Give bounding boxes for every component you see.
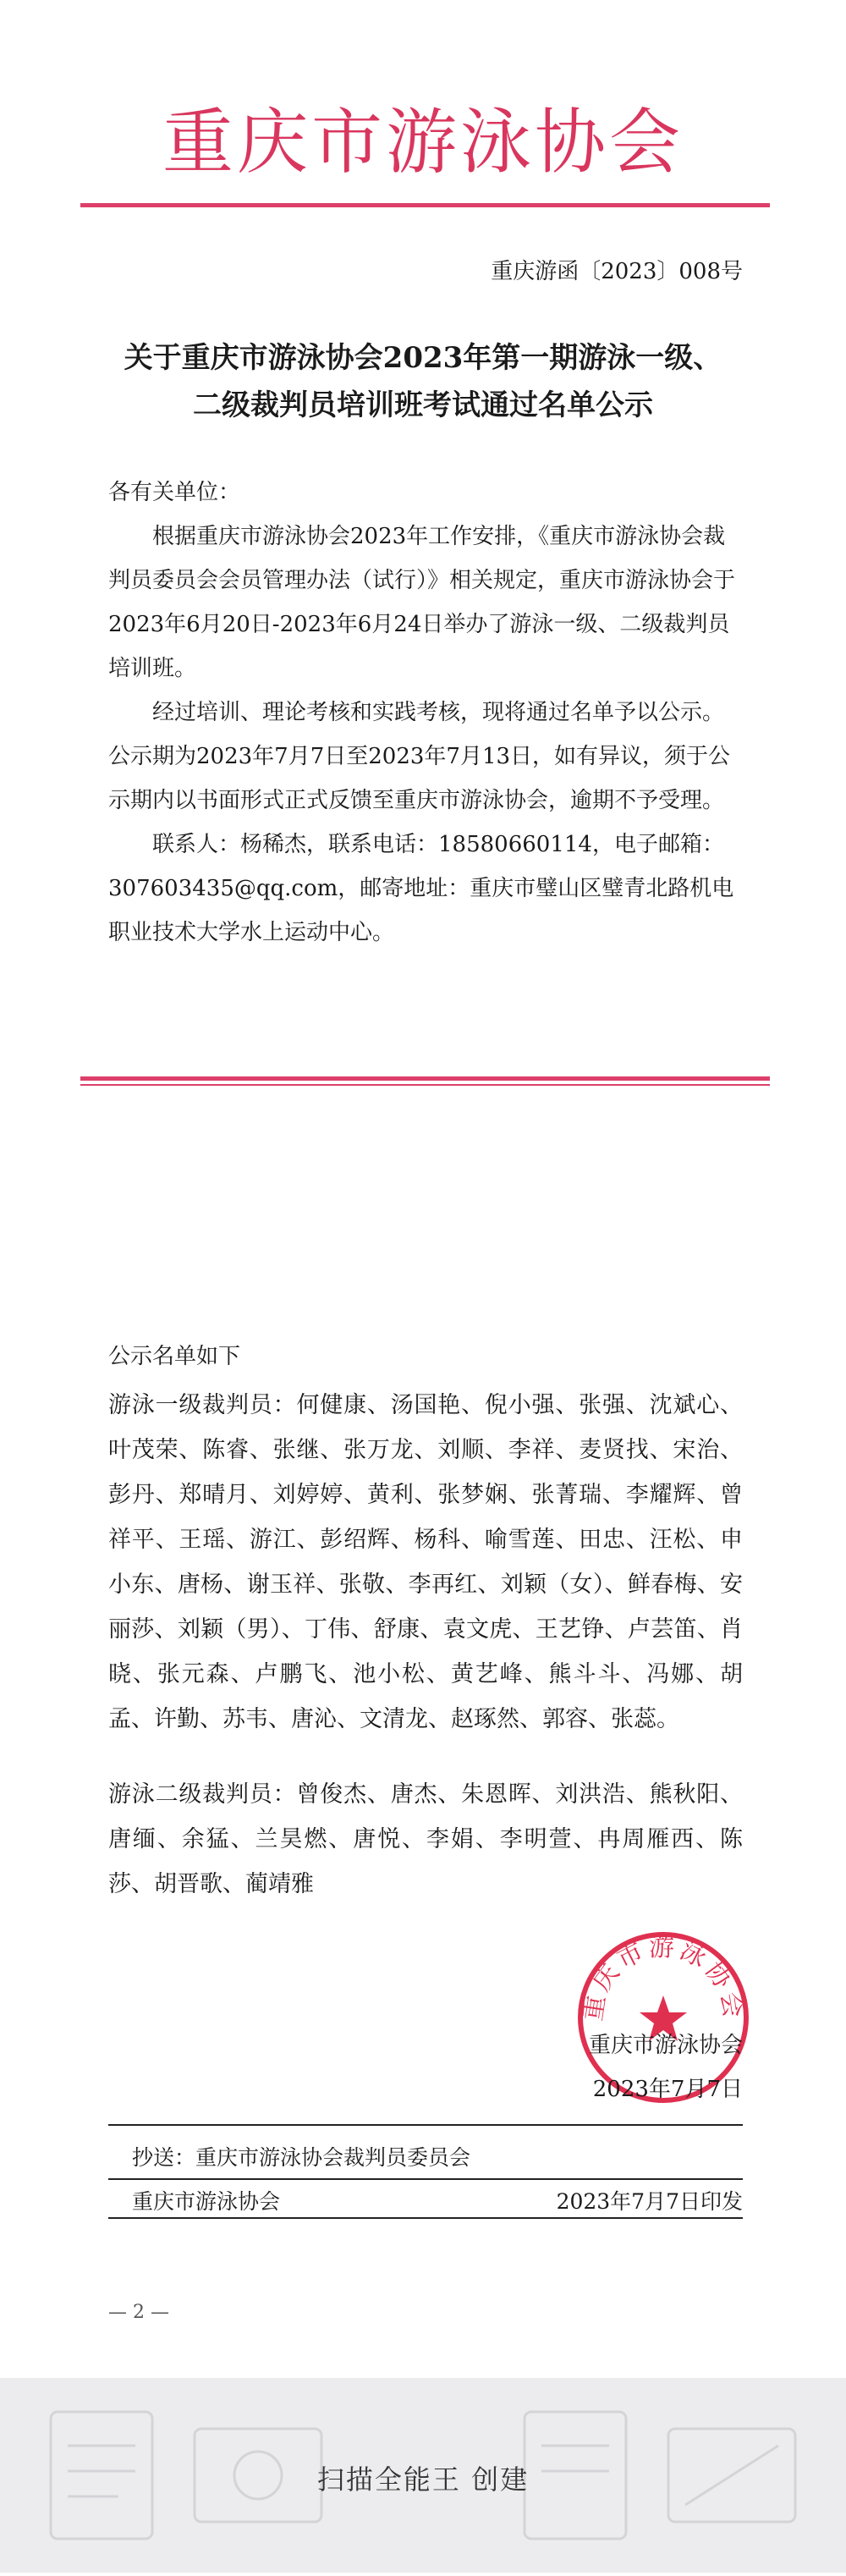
salutation: 各有关单位： xyxy=(108,480,241,505)
title-line-1: 关于重庆市游泳协会2023年第一期游泳一级、 xyxy=(124,341,722,375)
level1-referee-list: 游泳一级裁判员：何健康、汤国艳、倪小强、张强、沈斌心、叶茂荣、陈睿、张继、张万龙、刘顺、李祥、麦贤找、宋治、彭丹、郑晴月、刘婷婷、黄利、张梦娴、张菁瑞、李耀辉、曾祥平、王瑶、游江、彭绍辉、杨科、喻雪莲、田忠、汪松、申小东、唐杨、谢玉祥、张敬、李再红、刘颖（女）、鲜春梅、安丽莎、刘颖（男）、丁伟、舒康、袁文虎、王艺铮、卢芸笛、肖晓、张元森、卢鹏飞、池小松、黄艺峰、熊斗斗、冯娜、胡孟、许勤、苏韦、唐沁、文清龙、赵琢然、郭容、张蕊。 xyxy=(108,1392,743,1732)
document-number: 重庆游函〔2023〕008号 xyxy=(491,259,743,284)
seal-text: 重庆市游泳协会 xyxy=(578,1933,749,2023)
paragraph-3: 联系人：杨稀杰，联系电话：18580660114，电子邮箱：307603435@qq.com，邮寄地址：重庆市璧山区璧青北路机电职业技术大学水上运动中心。 xyxy=(108,832,734,945)
letterhead-title: 重庆市游泳协会 xyxy=(162,101,684,184)
paragraph-1: 根据重庆市游泳协会2023年工作安排，《重庆市游泳协会裁判员委员会会员管理办法（试行）》相关规定，重庆市游泳协会于2023年6月20日-2023年6月24日举办了游泳一级、二级裁判员培训班。 xyxy=(108,524,736,681)
signature-date: 2023年7月7日 xyxy=(592,2077,743,2102)
title-line-2: 二级裁判员培训班考试通过名单公示 xyxy=(193,388,653,422)
scanner-brand-label: 扫描全能王 创建 xyxy=(316,2463,530,2496)
page-number: — 2 — xyxy=(108,2302,169,2323)
level2-referee-list: 游泳二级裁判员：曾俊杰、唐杰、朱恩晖、刘洪浩、熊秋阳、唐缅、余猛、兰昊燃、唐悦、李娟、李明萱、冉周雁西、陈莎、胡晋歌、蔺靖雅 xyxy=(108,1781,743,1897)
cc-rule-mid xyxy=(108,2178,743,2180)
list-heading: 公示名单如下 xyxy=(108,1344,241,1369)
letterhead-rule xyxy=(80,203,770,207)
document-title xyxy=(0,334,846,429)
signature-org: 重庆市游泳协会 xyxy=(588,2033,743,2058)
divider-rule-bottom xyxy=(80,1084,770,1086)
cc-rule-bottom xyxy=(108,2217,743,2219)
issue-date: 2023年7月7日印发 xyxy=(556,2189,743,2214)
cc-recipients: 抄送：重庆市游泳协会裁判员委员会 xyxy=(132,2145,471,2170)
notice-body xyxy=(108,471,743,955)
issuer-org: 重庆市游泳协会 xyxy=(132,2189,281,2214)
cc-rule-top xyxy=(108,2124,743,2126)
divider-rule-top xyxy=(80,1076,770,1081)
paragraph-2: 经过培训、理论考核和实践考核，现将通过名单予以公示。公示期为2023年7月7日至2023年7月13日，如有异议，须于公示期内以书面形式正式反馈至重庆市游泳协会，逾期不予受理。 xyxy=(108,700,731,813)
